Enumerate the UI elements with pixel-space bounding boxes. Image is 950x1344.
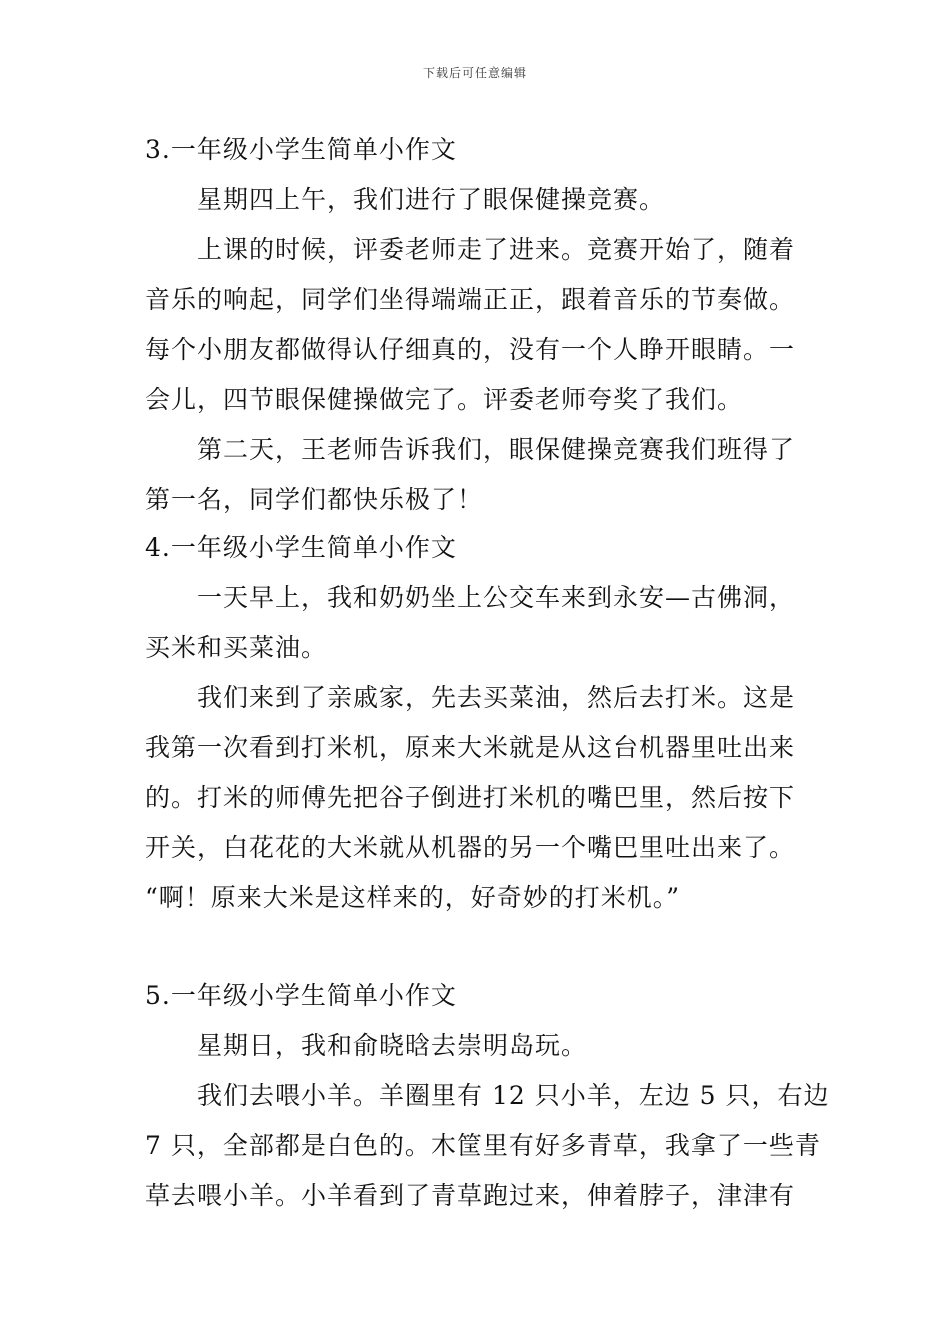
- paragraph-line: 我们去喂小羊。羊圈里有 12 只小羊，左边 5 只，右边: [197, 1081, 830, 1110]
- paragraph-line: 上课的时候，评委老师走了进来。竞赛开始了，随着: [197, 235, 796, 264]
- section-title: 5.一年级小学生简单小作文: [145, 981, 457, 1010]
- paragraph-line: 星期四上午，我们进行了眼保健操竞赛。: [197, 185, 666, 214]
- page-header: 下载后可任意编辑: [422, 66, 527, 80]
- paragraph-line: 每个小朋友都做得认仔细真的，没有一个人睁开眼睛。一: [145, 335, 796, 364]
- paragraph-line: 草去喂小羊。小羊看到了青草跑过来，伸着脖子，津津有: [145, 1181, 796, 1210]
- paragraph-line: 我第一次看到打米机，原来大米就是从这台机器里吐出来: [145, 733, 796, 762]
- paragraph-line: 开关，白花花的大米就从机器的另一个嘴巴里吐出来了。: [145, 833, 796, 862]
- paragraph-line: 一天早上，我和奶奶坐上公交车来到永安—古佛洞，: [197, 583, 796, 612]
- paragraph-line: 买米和买菜油。: [145, 633, 328, 662]
- paragraph-line: 7 只，全部都是白色的。木筐里有好多青草，我拿了一些青: [145, 1131, 821, 1160]
- paragraph-line: 音乐的响起，同学们坐得端端正正，跟着音乐的节奏做。: [145, 285, 796, 314]
- section-title: 3.一年级小学生简单小作文: [145, 135, 457, 164]
- paragraph-line: “啊！原来大米是这样来的，好奇妙的打米机。”: [145, 883, 681, 912]
- paragraph-line: 的。打米的师傅先把谷子倒进打米机的嘴巴里，然后按下: [145, 783, 796, 812]
- section-title: 4.一年级小学生简单小作文: [145, 533, 457, 562]
- paragraph-line: 会儿，四节眼保健操做完了。评委老师夸奖了我们。: [145, 385, 744, 414]
- paragraph-line: 第一名，同学们都快乐极了！: [145, 485, 484, 514]
- paragraph-line: 星期日，我和俞晓晗去崇明岛玩。: [197, 1031, 588, 1060]
- paragraph-line: 我们来到了亲戚家，先去买菜油，然后去打米。这是: [197, 683, 796, 712]
- paragraph-line: 第二天，王老师告诉我们，眼保健操竞赛我们班得了: [197, 435, 796, 464]
